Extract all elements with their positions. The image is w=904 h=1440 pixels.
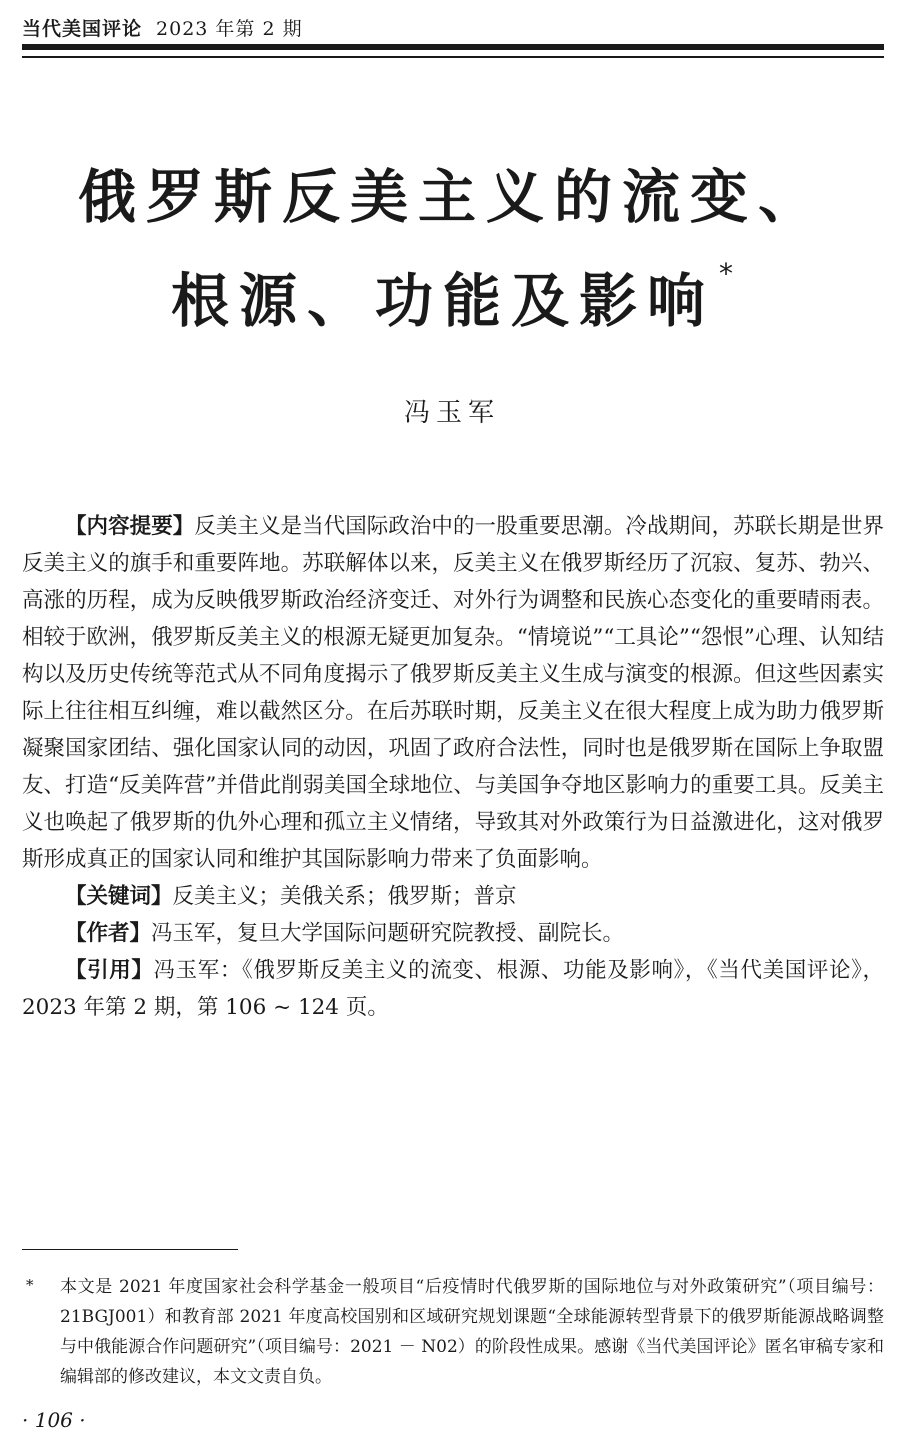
issue-label: 2023 年第 2 期	[156, 18, 303, 40]
citation-label: 【引用】	[65, 958, 154, 983]
author-info-line	[22, 915, 884, 952]
header-rule-thick	[22, 44, 884, 50]
abstract-label: 【内容提要】	[65, 514, 195, 539]
title-footnote-marker: *	[719, 257, 733, 290]
author-name: 冯玉军	[403, 398, 500, 428]
footnote-text: 本文是 2021 年度国家社会科学基金一般项目“后疫情时代俄罗斯的国际地位与对外政策研究”（项目编号：21BGJ001）和教育部 2021 年度高校国别和区域研究规划课题“全球能源转型背景下的俄罗斯能源战略调整与中俄能源合作问题研究”（项目编号：2021 － N02）的阶段性成果。感谢《当代美国评论》匿名审稿专家和编辑部的修改建议，本文文责自负。	[60, 1277, 884, 1387]
keywords-line	[22, 878, 884, 915]
page-number: · 106 ·	[22, 1408, 86, 1432]
author-info-label: 【作者】	[65, 921, 152, 946]
article-title-line-1: 俄罗斯反美主义的流变、	[77, 163, 826, 231]
abstract-block	[22, 508, 884, 1026]
article-title-line-2	[0, 257, 904, 335]
footnote-rule	[22, 1249, 238, 1250]
keywords-text: 反美主义；美俄关系；俄罗斯；普京	[172, 884, 517, 909]
article-title-line-2-text: 根源、功能及影响	[170, 267, 715, 335]
journal-name: 当代美国评论	[22, 18, 143, 40]
citation-text: 冯玉军：《俄罗斯反美主义的流变、根源、功能及影响》，《当代美国评论》，2023 年第 2 期，第 106 ~ 124 页。	[22, 958, 884, 1020]
header-rule-thin	[22, 56, 884, 58]
abstract-text: 反美主义是当代国际政治中的一股重要思潮。冷战期间，苏联长期是世界反美主义的旗手和重要阵地。苏联解体以来，反美主义在俄罗斯经历了沉寂、复苏、勃兴、高涨的历程，成为反映俄罗斯政治经济变迁、对外行为调整和民族心态变化的重要晴雨表。相较于欧洲，俄罗斯反美主义的根源无疑更加复杂。“情境说”“工具论”“怨恨”心理、认知结构以及历史传统等范式从不同角度揭示了俄罗斯反美主义生成与演变的根源。但这些因素实际上往往相互纠缠，难以截然区分。在后苏联时期，反美主义在很大程度上成为助力俄罗斯凝聚国家团结、强化国家认同的动因，巩固了政府合法性，同时也是俄罗斯在国际上争取盟友、打造“反美阵营”并借此削弱美国全球地位、与美国争夺地区影响力的重要工具。反美主义也唤起了俄罗斯的仇外心理和孤立主义情绪，导致其对外政策行为日益激进化，这对俄罗斯形成真正的国家认同和维护其国际影响力带来了负面影响。	[22, 514, 884, 872]
author-info-text: 冯玉军，复旦大学国际问题研究院教授、副院长。	[151, 921, 625, 946]
abstract-paragraph	[22, 508, 884, 878]
citation-line	[22, 952, 884, 1026]
keywords-label: 【关键词】	[65, 884, 173, 909]
running-header	[22, 14, 882, 41]
footnote-marker: *	[26, 1276, 34, 1294]
footnote	[26, 1272, 884, 1392]
